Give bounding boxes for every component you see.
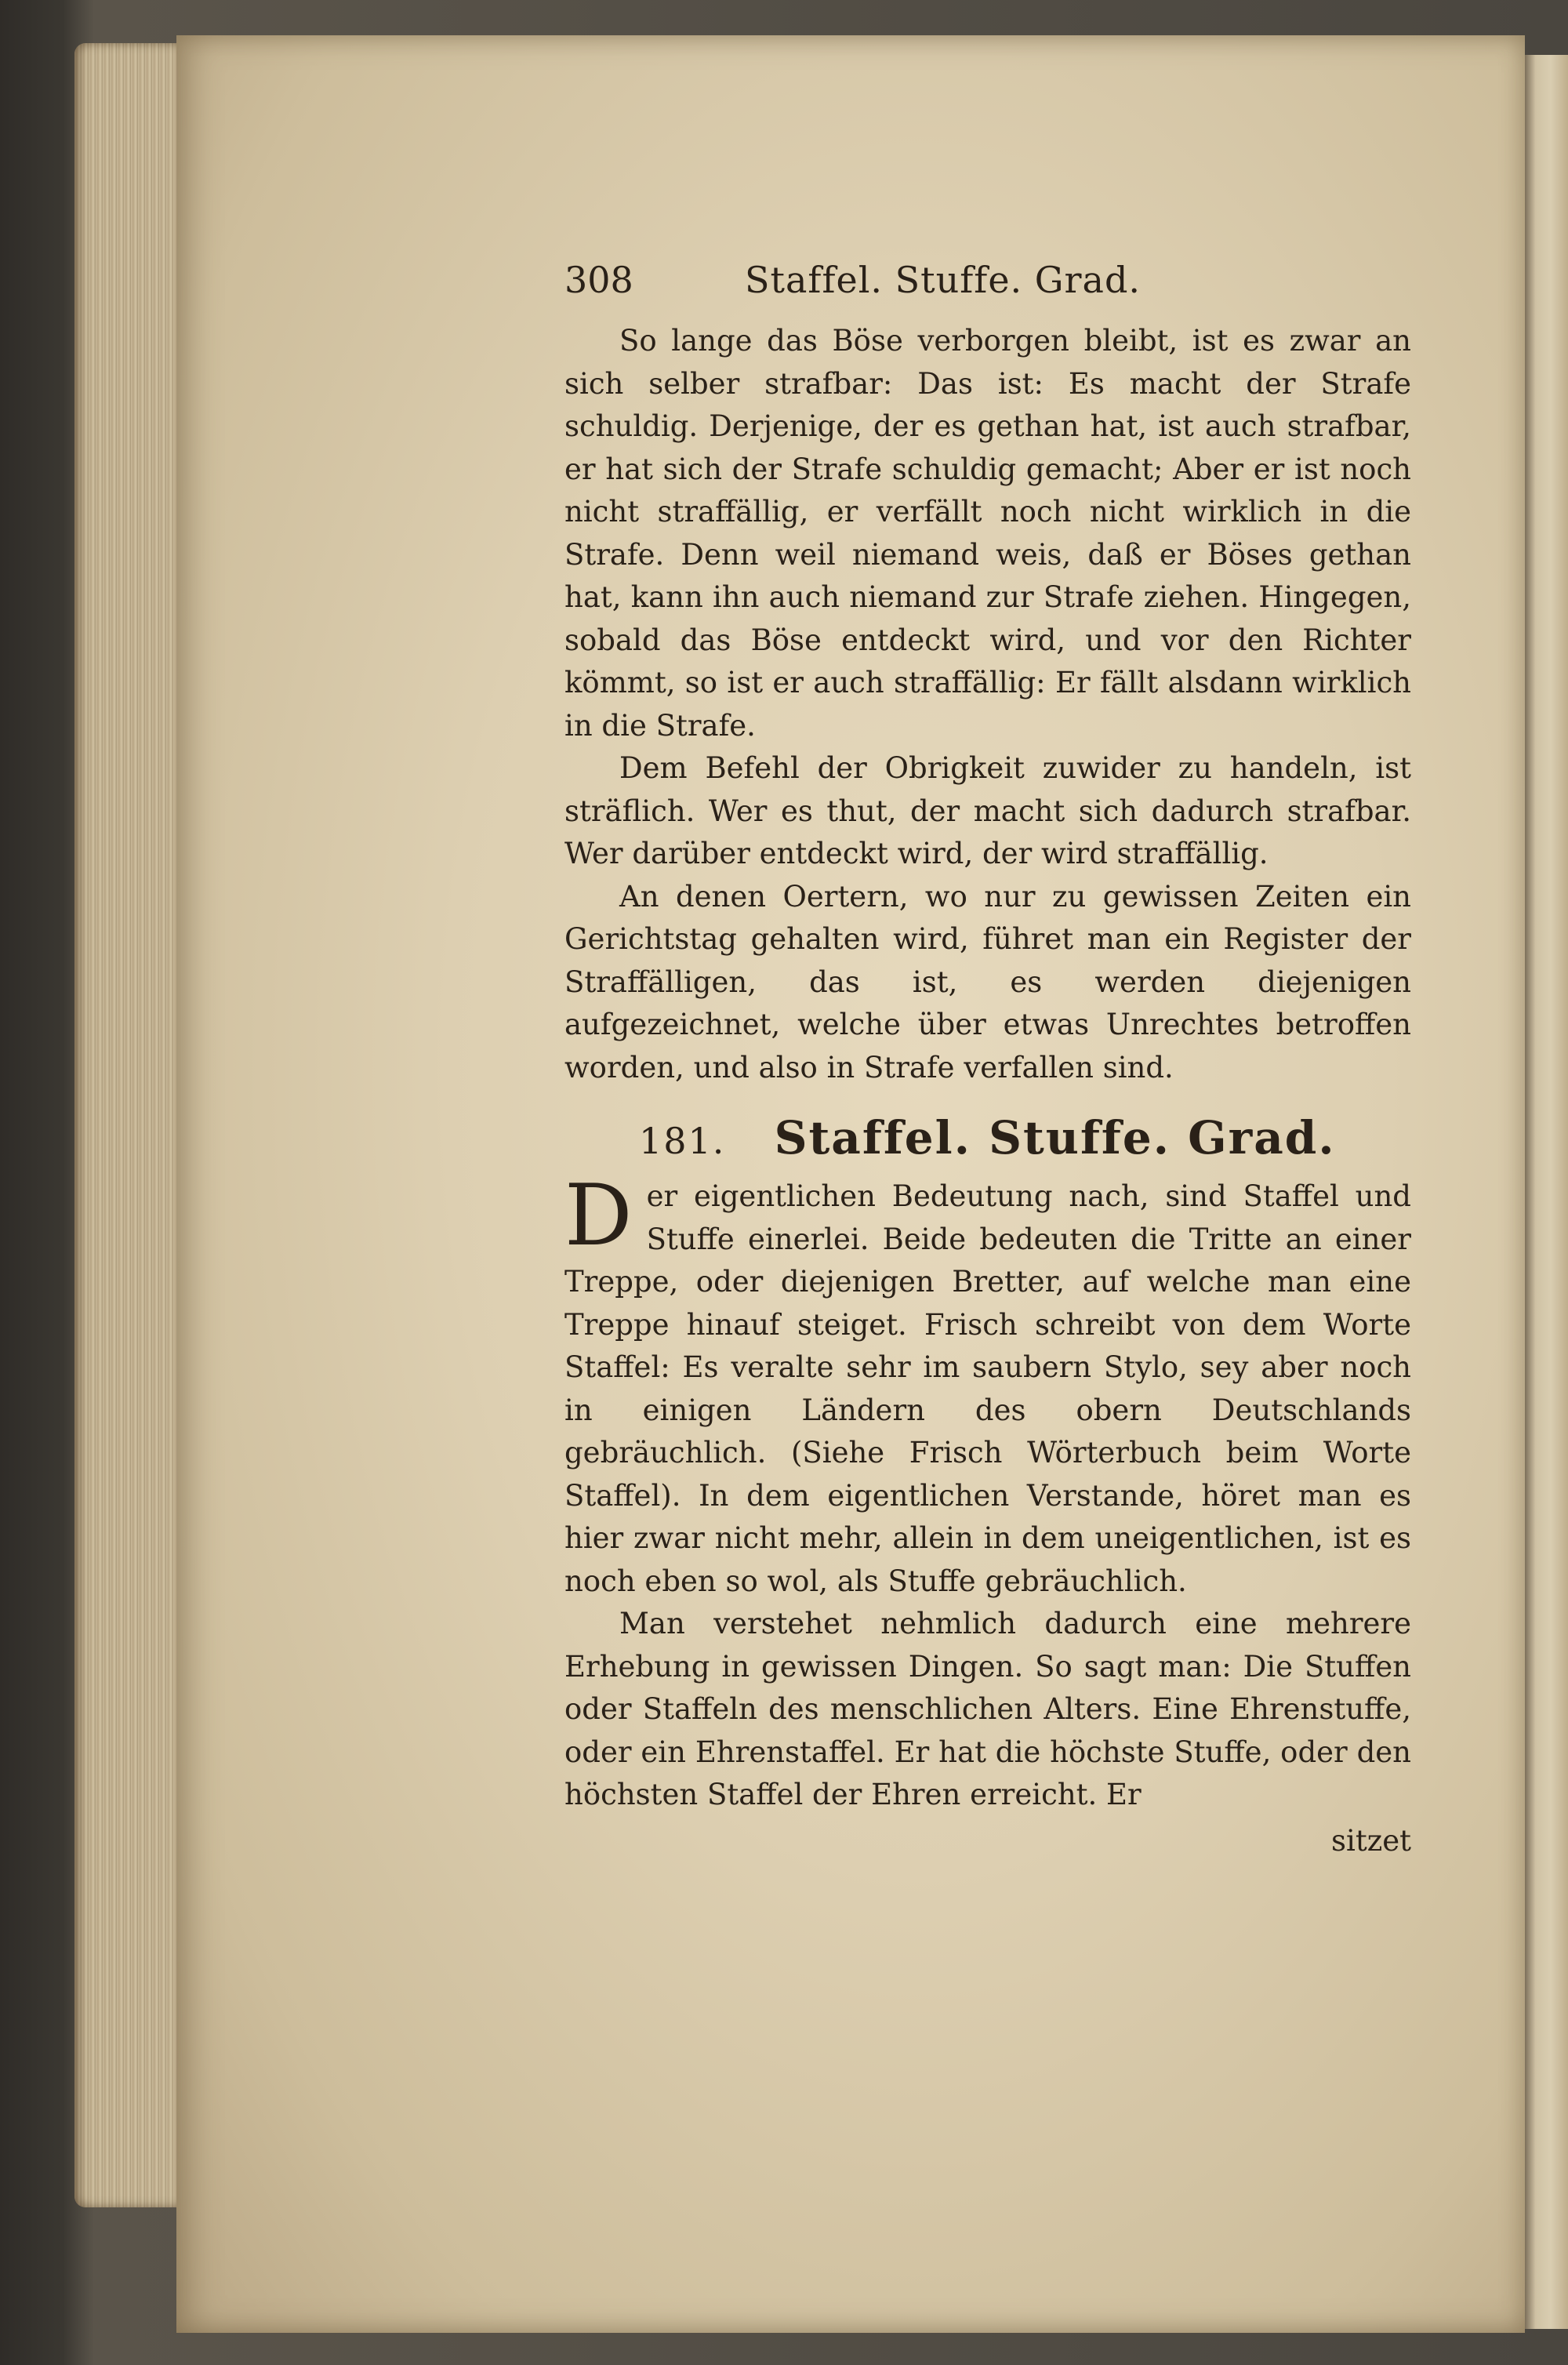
section-paragraph-dropcap: Der eigentlichen Bedeutung nach, sind Staffel und Stuffe einerlei. Beide bedeuten die Tritte an einer Treppe, oder diejenigen Bretter, auf welche man eine Treppe hinauf steiget. Frisch schreibt von dem Worte Staffel: Es veralte sehr im saubern Stylo, sey aber noch in einigen Ländern des obern Deutschlands gebräuchlich. (Siehe Frisch Wörterbuch beim Worte Staffel). In dem eigentlichen Verstande, höret man es hier zwar nicht mehr, allein in dem uneigentlichen, ist es noch eben so wol, als Stuffe gebräuchlich. [564,1167,1411,1598]
section-number: 181. [639,1120,726,1162]
running-head [564,259,1411,315]
text-block [564,259,1411,1862]
paragraph: An denen Oertern, wo nur zu gewissen Zeiten ein Gerichtstag gehalten wird, führet man ein Register der Straffälligen, das ist, es werden diejenigen aufgezeichnet, welche über etwas Unrechtes betroffen worden, und also in Strafe verfallen sind. [564,879,1411,1084]
section-title: Staffel. Stuffe. Grad. [774,1111,1336,1164]
facing-page-edge [1525,55,1568,2329]
paragraph: Dem Befehl der Obrigkeit zuwider zu handeln, ist sträflich. Wer es thut, der macht sich dadurch strafbar. Wer darüber entdeckt wird, der wird straffällig. [564,751,1411,870]
catchword: sitzet [1331,1823,1411,1858]
section-heading [564,1111,1411,1164]
page-number: 308 [564,259,633,301]
section-paragraph: Man verstehet nehmlich dadurch eine mehrere Erhebung in gewissen Dingen. So sagt man: Die Stuffen oder Staffeln des menschlichen Alters. Eine Ehrenstuffe, oder ein Ehrenstaffel. Er hat die höchste Stuffe, oder den höchsten Staffel der Ehren erreicht. Er [564,1607,1411,1811]
paragraph: So lange das Böse verborgen bleibt, ist es zwar an sich selber strafbar: Das ist: Es macht der Strafe schuldig. Derjenige, der es gethan hat, ist auch strafbar, er hat sich der Strafe schuldig gemacht; Aber er ist noch nicht straffällig, er verfällt noch nicht wirklich in die Strafe. Denn weil niemand weis, daß er Böses gethan hat, kann ihn auch niemand zur Strafe ziehen. Hingegen, sobald das Böse entdeckt wird, und vor den Richter kömmt, so ist er auch straffällig: Er fällt alsdann wirklich in die Strafe. [564,324,1411,743]
running-head-title: Staffel. Stuffe. Grad. [745,259,1142,301]
